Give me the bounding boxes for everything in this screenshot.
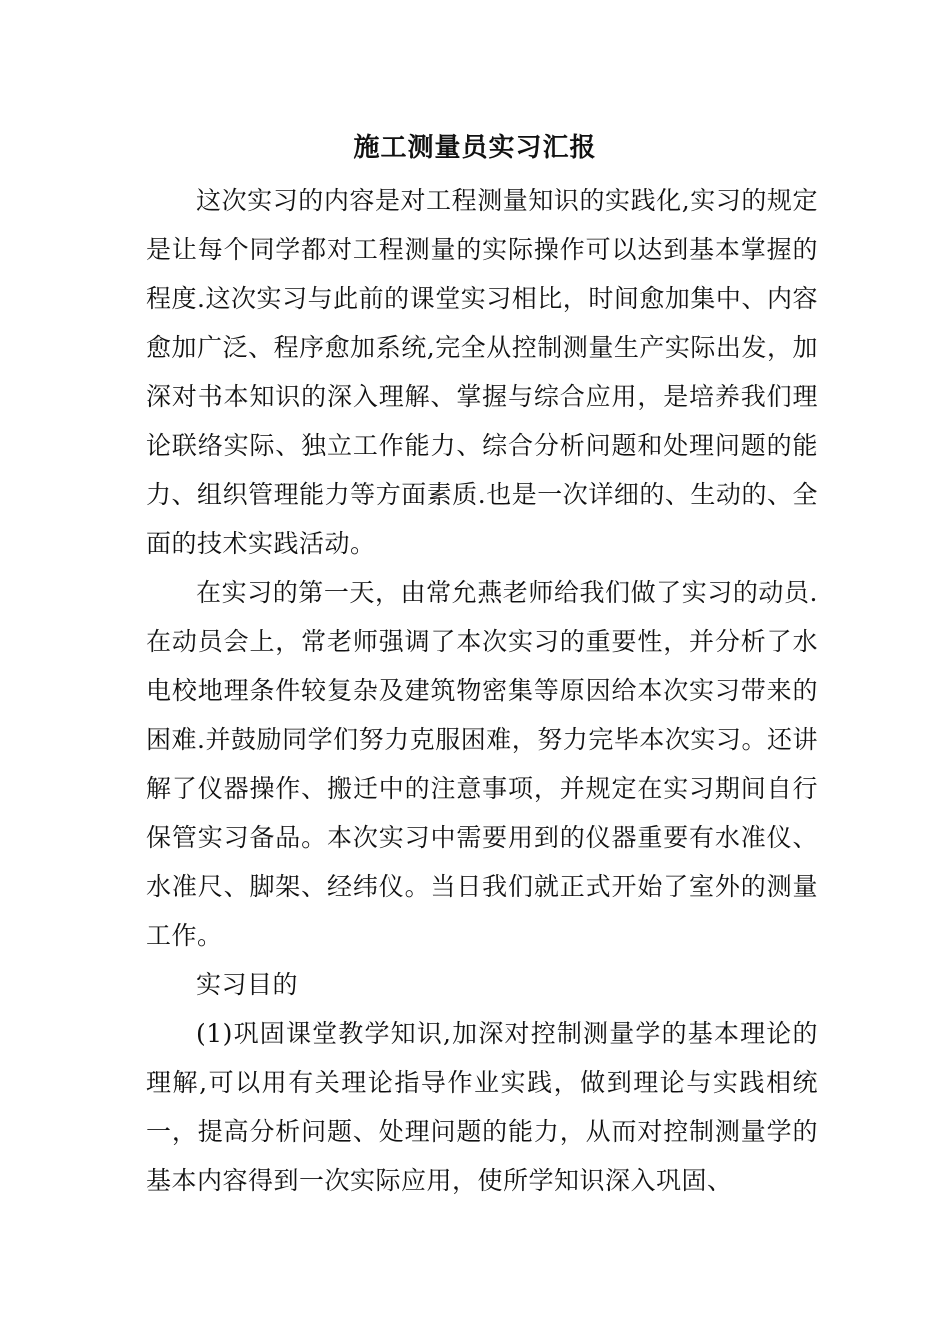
- document-title: 施工测量员实习汇报: [353, 133, 597, 163]
- document-body: [146, 176, 818, 1205]
- section-heading-purpose: 实习目的: [196, 970, 299, 999]
- paragraph-intro: 这次实习的内容是对工程测量知识的实践化,实习的规定是让每个同学都对工程测量的实际操作可以达到基本掌握的程度.这次实习与此前的课堂实习相比，时间愈加集中、内容愈加广泛、程序愈加系统,完全从控制测量生产实际出发，加深对书本知识的深入理解、掌握与综合应用，是培养我们理论联络实际、独立工作能力、综合分析问题和处理问题的能力、组织管理能力等方面素质.也是一次详细的、生动的、全面的技术实践活动。: [146, 186, 818, 558]
- paragraph-purpose-1: (1)巩固课堂教学知识,加深对控制测量学的基本理论的理解,可以用有关理论指导作业实践，做到理论与实践相统一，提高分析问题、处理问题的能力，从而对控制测量学的基本内容得到一次实际应用，使所学知识深入巩固、: [146, 1019, 818, 1195]
- paragraph-first-day: 在实习的第一天，由常允燕老师给我们做了实习的动员.在动员会上，常老师强调了本次实习的重要性，并分析了水电校地理条件较复杂及建筑物密集等原因给本次实习带来的困难.并鼓励同学们努力克服困难，努力完毕本次实习。还讲解了仪器操作、搬迁中的注意事项，并规定在实习期间自行保管实习备品。本次实习中需要用到的仪器重要有水准仪、水准尺、脚架、经纬仪。当日我们就正式开始了室外的测量工作。: [146, 578, 818, 950]
